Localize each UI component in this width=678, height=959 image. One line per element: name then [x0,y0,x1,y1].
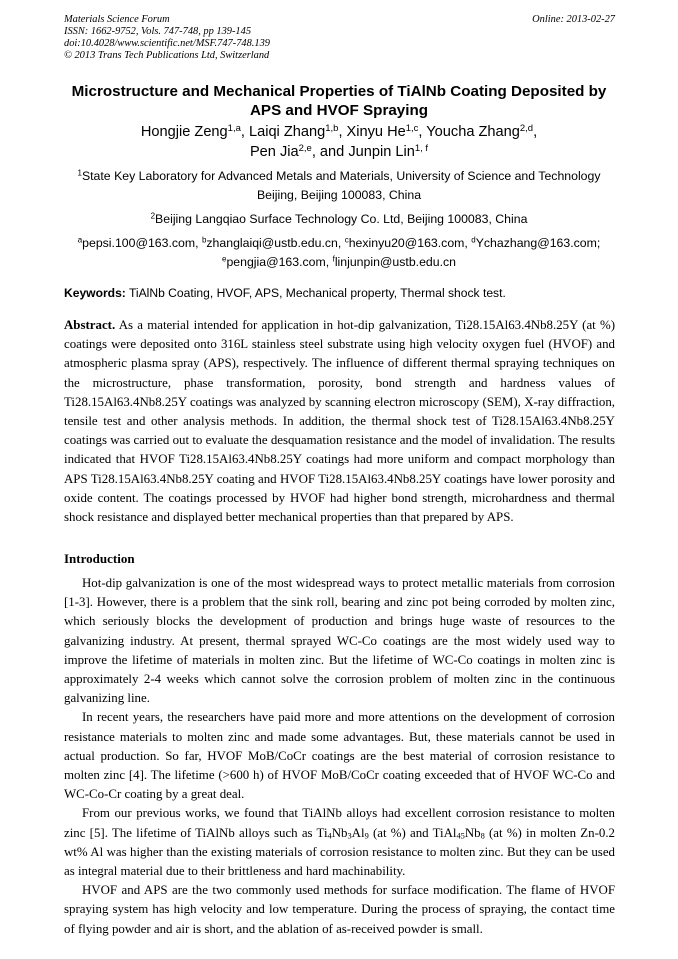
journal-name: Materials Science Forum [64,14,170,25]
affiliation-mark: 1 [77,168,82,178]
email-mark: d [471,235,476,245]
email-address: Ychazhang@163.com; [475,236,601,250]
text-run: Al [351,825,365,840]
subscript: 45 [456,831,465,841]
author-affiliation-mark: 2,e [298,142,312,154]
author-emails [56,234,622,272]
keywords-label: Keywords: [64,286,126,300]
affiliation-mark: 2 [150,211,156,221]
doi-line: doi:10.4028/www.scientific.net/MSF.747-748.139 [64,38,270,49]
affiliation-text: Beijing Langqiao Surface Technology Co. Ltd, Beijing 100083, China [155,212,528,226]
author-affiliation-mark: 1, f [414,142,429,154]
text-run: (at %) in molten Zn-0.2 wt% Al was higher than the existing materials of corrosion resistance to molten zinc. But they can be used as integral material due to their brittleness and hard machinability. [64,825,616,879]
author-separator: , [533,124,538,140]
keywords [64,285,615,302]
author-affiliation-mark: 2,d [519,122,534,134]
paragraph: In recent years, the researchers have paid more and more attentions on the development of corrosion resistance materials to molten zinc and made some advantages. But, these materials cannot be used in actual production. So far, HVOF MoB/CoCr coatings are the best material of corrosion resistance to molten zinc [4]. The lifetime (>600 h) of HVOF MoB/CoCr coating exceeded that of HVOF WC-Co and WC-Co-Cr coating by a great deal. [64,710,615,802]
email-mark: e [222,254,227,264]
email-address: linjunpin@ustb.edu.cn [334,255,456,269]
email-address: pengjia@163.com, [226,255,333,269]
abstract-text: As a material intended for application in hot-dip galvanization, Ti28.15Al63.4Nb8.25Y (at %) coatings were deposited onto 316L stainless steel substrate using high velocity oxygen fuel (HVOF) and atmospheric plasma spray (APS), respectively. The influence of different thermal spraying techniques on the microstructure, phase transformation, porosity, bond strength and hardness values of Ti28.15Al63.4Nb8.25Y coatings was analyzed by scanning electron microscopy (SEM), X-ray diffraction, tensile test and other analysis methods. In addition, the thermal shock test of Ti28.15Al63.4Nb8.25Y coatings was carried out to evaluate the desquamation resistance and the model of invalidation. The results indicated that HVOF Ti28.15Al63.4Nb8.25Y coatings had more uniform and compact morphology than APS Ti28.15Al63.4Nb8.25Y coating and HVOF Ti28.15Al63.4Nb8.25Y coatings have lower porosity and oxide content. The coatings processed by HVOF had higher bond strength, microhardness and thermal shock resistance and displayed better mechanical properties than that prepared by APS. [64,318,615,525]
email-address: zhanglaiqi@ustb.edu.cn, [206,236,345,250]
email-address: pepsi.100@163.com, [82,236,202,250]
author-separator: , [240,124,249,140]
affiliation-2 [56,210,622,229]
paragraph: HVOF and APS are the two commonly used methods for surface modification. The flame of HVOF spraying system has high velocity and low temperature. During the process of spraying, the contact time of flying powder and air is short, and the ablation of as-received powder is small. [64,883,615,936]
email-mark: c [344,235,349,245]
introduction-body [64,574,615,939]
subscript: 9 [364,831,369,841]
paper-title: Microstructure and Mechanical Properties of TiAlNb Coating Deposited by APS and HVOF Spraying [71,83,607,119]
issn-line: ISSN: 1662-9752, Vols. 747-748, pp 139-145 [64,26,252,37]
author-affiliation-mark: 1,a [227,122,241,134]
text-run: Nb [464,825,481,840]
copyright-line: © 2013 Trans Tech Publications Ltd, Switzerland [64,50,270,61]
affiliation-text: State Key Laboratory for Advanced Metals and Materials, University of Science and Technology Beijing, Beijing 100083, China [81,169,601,202]
author-separator: , [338,124,347,140]
online-date: Online: 2013-02-27 [532,14,615,25]
paragraph: Hot-dip galvanization is one of the most widespread ways to protect metallic materials from corrosion [1-3]. However, there is a problem that the sink roll, bearing and zinc pot being corroded by molten zinc, which seriously blocks the development of production and brings huge waste of resources to the galvanizing industry. At present, thermal sprayed WC-Co coatings are the most widely used way to improve the lifetime of materials in molten zinc. But the lifetime of WC-Co coatings in molten zinc is approximately 2-4 weeks which cannot solve the corrosion problem of molten zinc in the continuous galvanizing line. [64,576,615,706]
subscript: 8 [480,831,485,841]
author-name: Laiqi Zhang [248,124,326,140]
author-list [56,122,622,162]
subscript: 3 [347,831,352,841]
author-separator: , [418,124,427,140]
abstract-label: Abstract. [64,318,116,332]
paragraph [64,804,615,881]
journal-header [64,14,615,62]
email-mark: b [201,235,207,245]
author-name: Junpin Lin [348,144,415,160]
keywords-text: TiAlNb Coating, HVOF, APS, Mechanical property, Thermal shock test. [125,286,506,300]
author-affiliation-mark: 1,c [405,122,419,134]
subscript: 4 [327,831,332,841]
email-mark: f [332,254,335,264]
text-run: (at %) and TiAl [368,825,457,840]
author-name: Pen Jia [249,144,299,160]
affiliation-1 [56,167,622,205]
author-name: Hongjie Zeng [140,124,228,140]
author-name: Xinyu He [346,124,406,140]
author-name: Youcha Zhang [426,124,520,140]
abstract [64,316,615,527]
text-run: Nb [331,825,348,840]
text-run: From our previous works, we found that TiAlNb alloys had excellent corrosion resistance to molten zinc [5]. The lifetime of TiAlNb alloys such as Ti [64,806,615,840]
section-heading-introduction: Introduction [64,551,135,566]
email-mark: a [77,235,83,245]
email-address: hexinyu20@163.com, [348,236,472,250]
author-affiliation-mark: 1,b [325,122,339,134]
author-separator: , and [311,144,349,160]
